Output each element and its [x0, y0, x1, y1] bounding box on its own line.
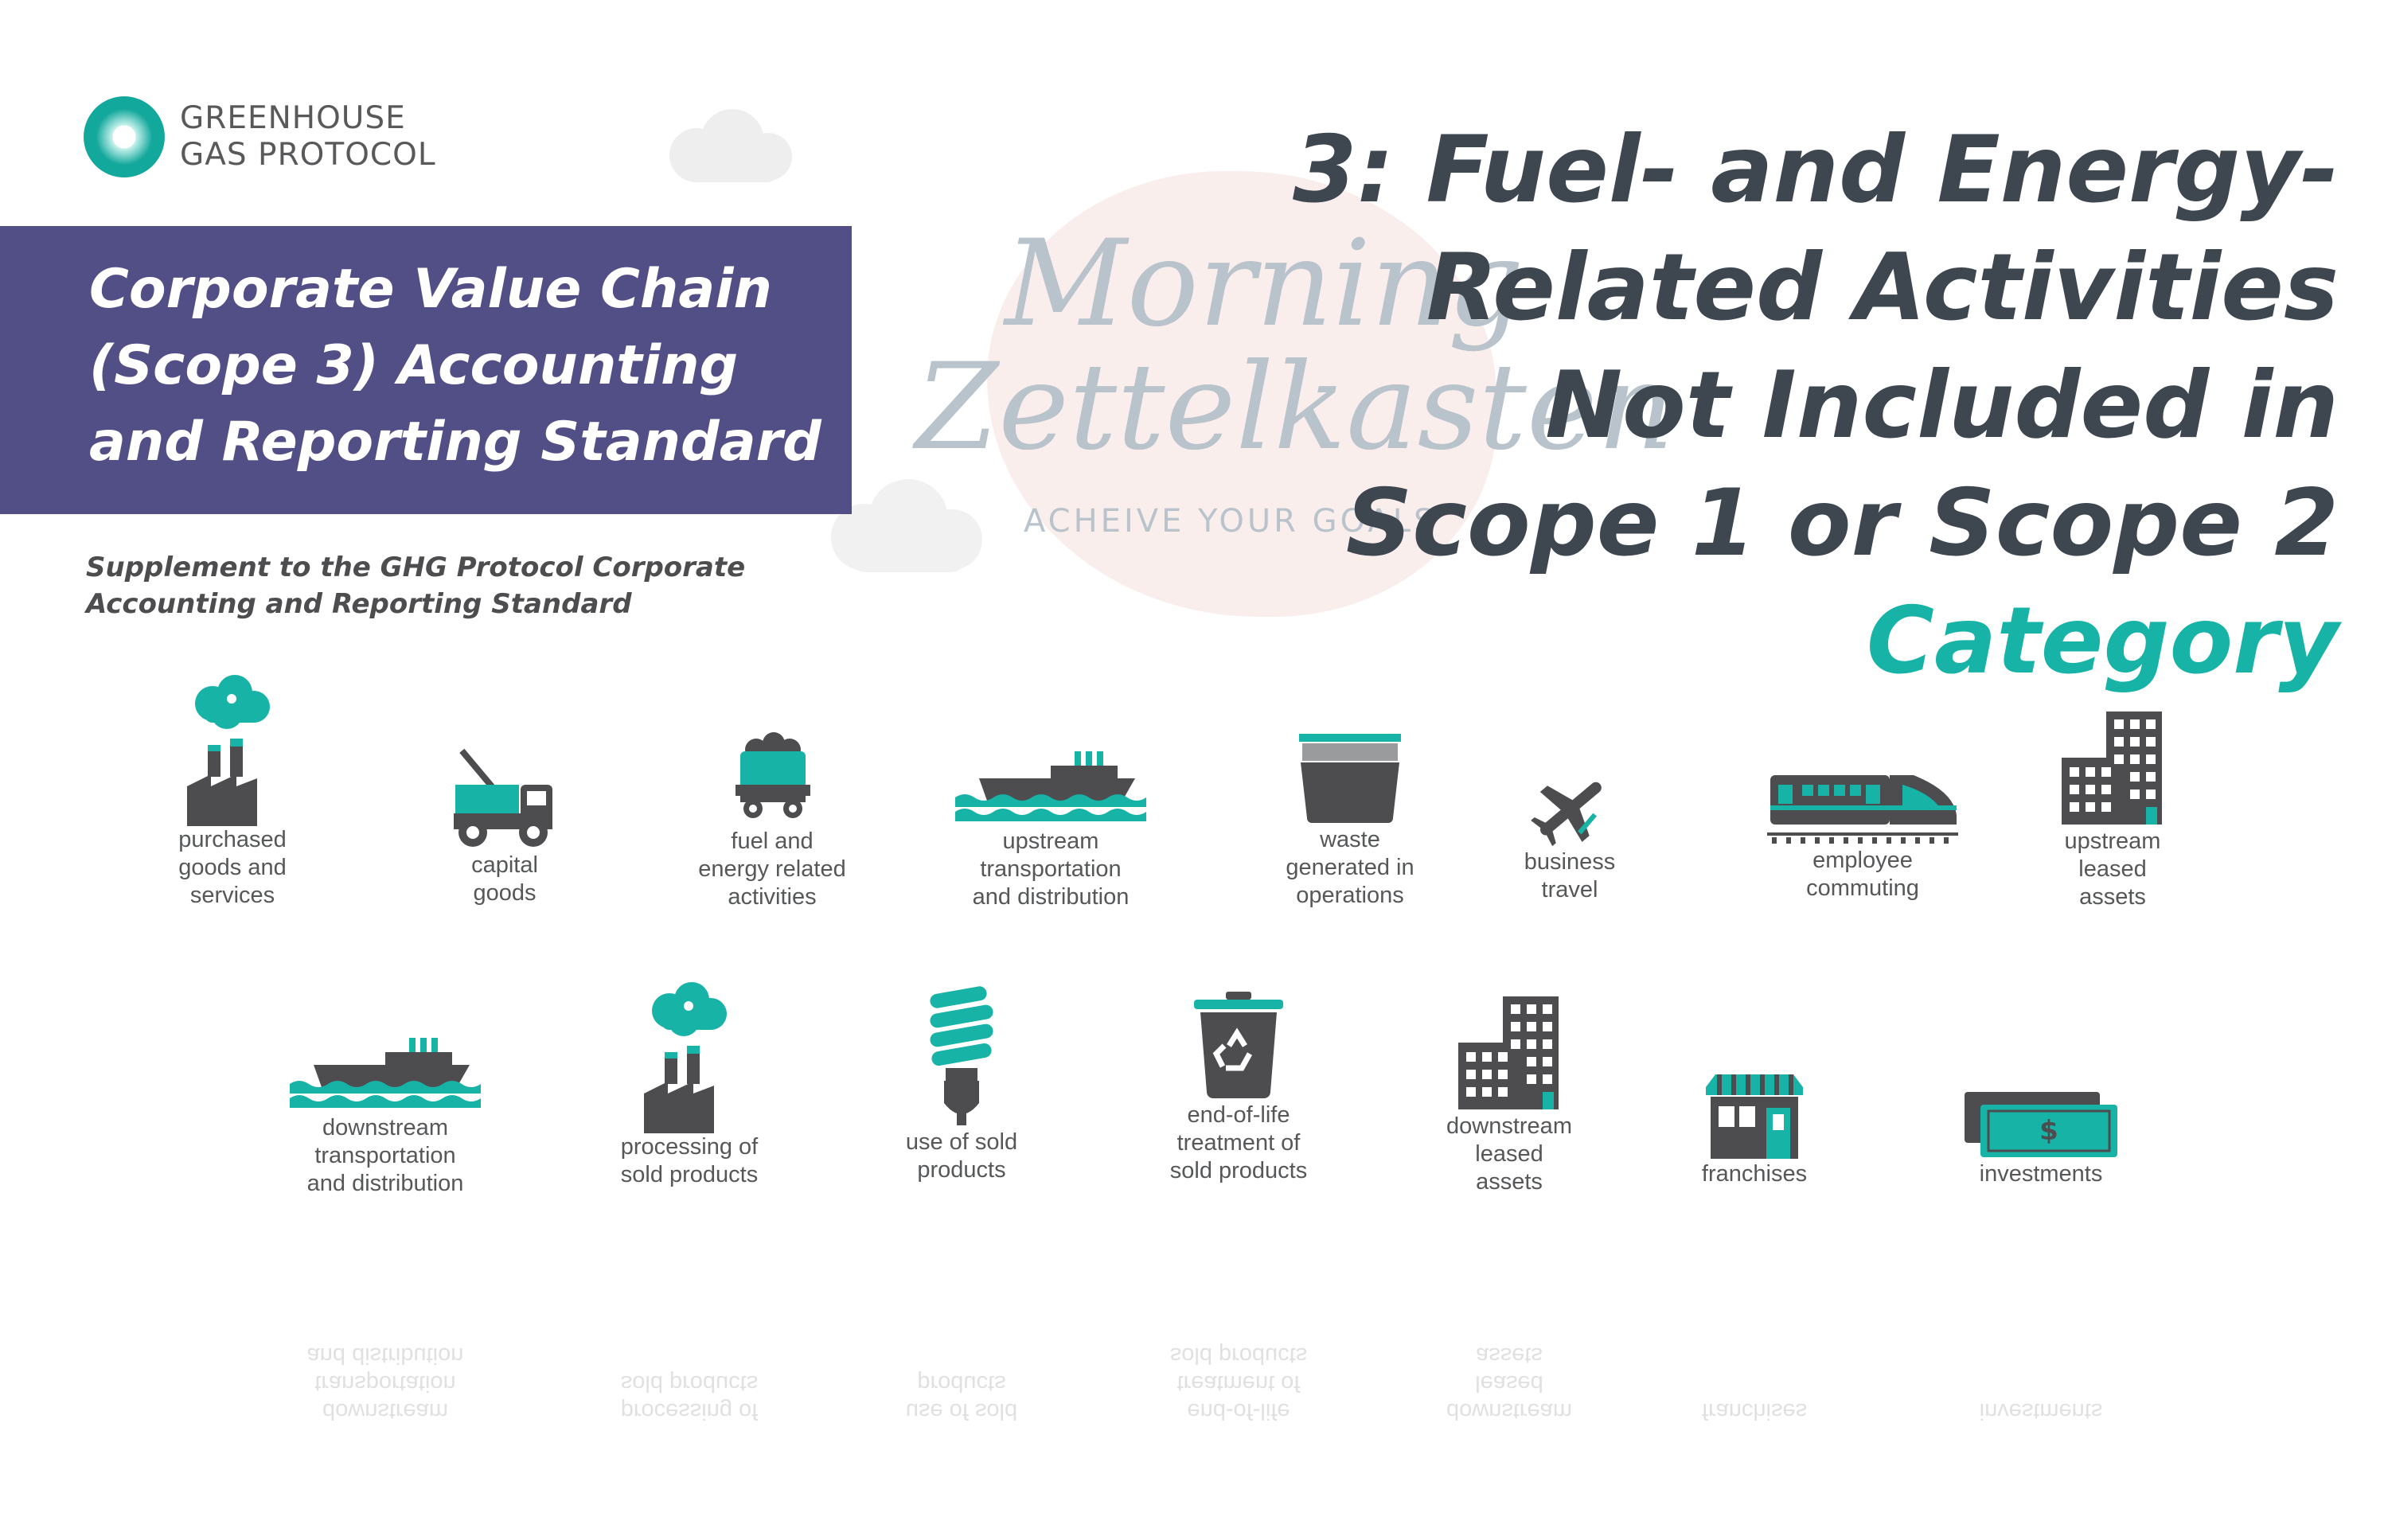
- category-item-downstream-transportation: [266, 1035, 505, 1198]
- heading-category-word: Category: [1866, 587, 2339, 695]
- factory-cloud-icon: [181, 675, 284, 826]
- category-item-fuel-energy: [653, 732, 892, 911]
- standard-title: [89, 251, 845, 481]
- building-icon: [2057, 708, 2168, 828]
- heading-line: Scope 1 or Scope 2: [1345, 470, 2339, 577]
- category-item-investments: [1922, 1089, 2160, 1188]
- category-item-processing: [570, 982, 809, 1189]
- building-icon: [1453, 993, 1565, 1113]
- category-item-purchased-goods: [113, 675, 352, 910]
- heading-line: Related Activities: [1426, 234, 2339, 341]
- standard-title-line: Corporate Value Chain: [89, 258, 772, 321]
- ship-icon: [955, 748, 1146, 828]
- airplane-icon: [1526, 769, 1613, 848]
- watermark-tagline: ACHEIVE YOUR GOALS: [1024, 503, 1438, 540]
- category-label: franchises: [1701, 1161, 1808, 1187]
- category-item-downstream-leased: [1390, 993, 1629, 1196]
- cloud-icon: [653, 107, 804, 183]
- train-icon: [1767, 770, 1958, 847]
- category-item-upstream-leased: [1993, 708, 2232, 911]
- standard-title-line: (Scope 3) Accounting: [89, 334, 739, 397]
- category-label: employee commuting: [1806, 848, 1919, 901]
- watermark-line-1: Morning: [1005, 215, 1524, 353]
- reflection-label: investments: [1979, 1398, 2103, 1424]
- category-label: waste generated in operations: [1286, 827, 1414, 908]
- category-item-end-of-life: [1119, 990, 1358, 1185]
- category-item-employee-commuting: [1743, 770, 1982, 903]
- category-item-capital-goods: [385, 740, 624, 907]
- subtitle-line: Accounting and Reporting Standard: [86, 588, 632, 620]
- crane-truck-icon: [449, 740, 560, 852]
- ship-icon: [290, 1035, 481, 1114]
- reflection-label: downstream leased assets: [1446, 1343, 1572, 1424]
- category-item-upstream-transportation: [931, 748, 1170, 911]
- category-label: investments: [1979, 1161, 2103, 1187]
- standard-title-line: and Reporting Standard: [89, 411, 821, 474]
- category-label: downstream transportation and distribution: [306, 1115, 464, 1196]
- reflection-label: downstream transportation and distribution: [306, 1343, 464, 1424]
- category-label: downstream leased assets: [1446, 1113, 1572, 1195]
- logo-text: [180, 100, 436, 173]
- heading-line: 3: Fuel- and Energy-: [1293, 116, 2339, 224]
- recycle-bin-icon: [1191, 990, 1286, 1101]
- reflection-label: use of sold products: [905, 1370, 1018, 1424]
- category-item-waste: [1231, 731, 1469, 910]
- category-heading: [1293, 111, 2339, 700]
- reflection-label: end-of-life treatment of sold products: [1169, 1343, 1308, 1424]
- subtitle-line: Supplement to the GHG Protocol Corporate: [86, 552, 746, 583]
- category-label: business travel: [1524, 849, 1616, 903]
- storefront-icon: [1703, 1073, 1806, 1160]
- reflection: [0, 1321, 2388, 1425]
- ghg-protocol-logo: [83, 96, 436, 178]
- category-label: upstream leased assets: [2064, 828, 2161, 910]
- category-label: purchased goods and services: [178, 827, 287, 908]
- dumpster-icon: [1294, 731, 1406, 826]
- category-label: use of sold products: [905, 1129, 1018, 1183]
- coal-cart-icon: [732, 732, 812, 828]
- category-item-business-travel: [1450, 769, 1689, 904]
- logo-line-2: GAS PROTOCOL: [180, 137, 436, 173]
- lightbulb-icon: [922, 985, 1001, 1129]
- reflection-label: franchises: [1701, 1398, 1808, 1424]
- heading-line: Not Included in: [1545, 352, 2339, 459]
- standard-subtitle: [86, 549, 802, 622]
- category-label: capital goods: [471, 852, 538, 906]
- reflection-label: processing of sold products: [620, 1370, 759, 1424]
- category-label: upstream transportation and distribution: [972, 828, 1130, 910]
- watermark-line-2: Zettelkasten: [915, 338, 1675, 477]
- category-label: processing of sold products: [620, 1134, 759, 1187]
- factory-cloud-icon: [638, 982, 741, 1133]
- ghg-protocol-logo-icon: [83, 96, 166, 178]
- money-icon: [1961, 1089, 2121, 1160]
- svg-text:$: $: [2039, 1115, 2058, 1147]
- logo-line-1: GREENHOUSE: [180, 100, 406, 136]
- category-label: fuel and energy related activities: [698, 828, 846, 910]
- category-item-use-of-sold: [842, 985, 1081, 1184]
- category-item-franchises: [1635, 1073, 1874, 1188]
- category-label: end-of-life treatment of sold products: [1169, 1102, 1308, 1183]
